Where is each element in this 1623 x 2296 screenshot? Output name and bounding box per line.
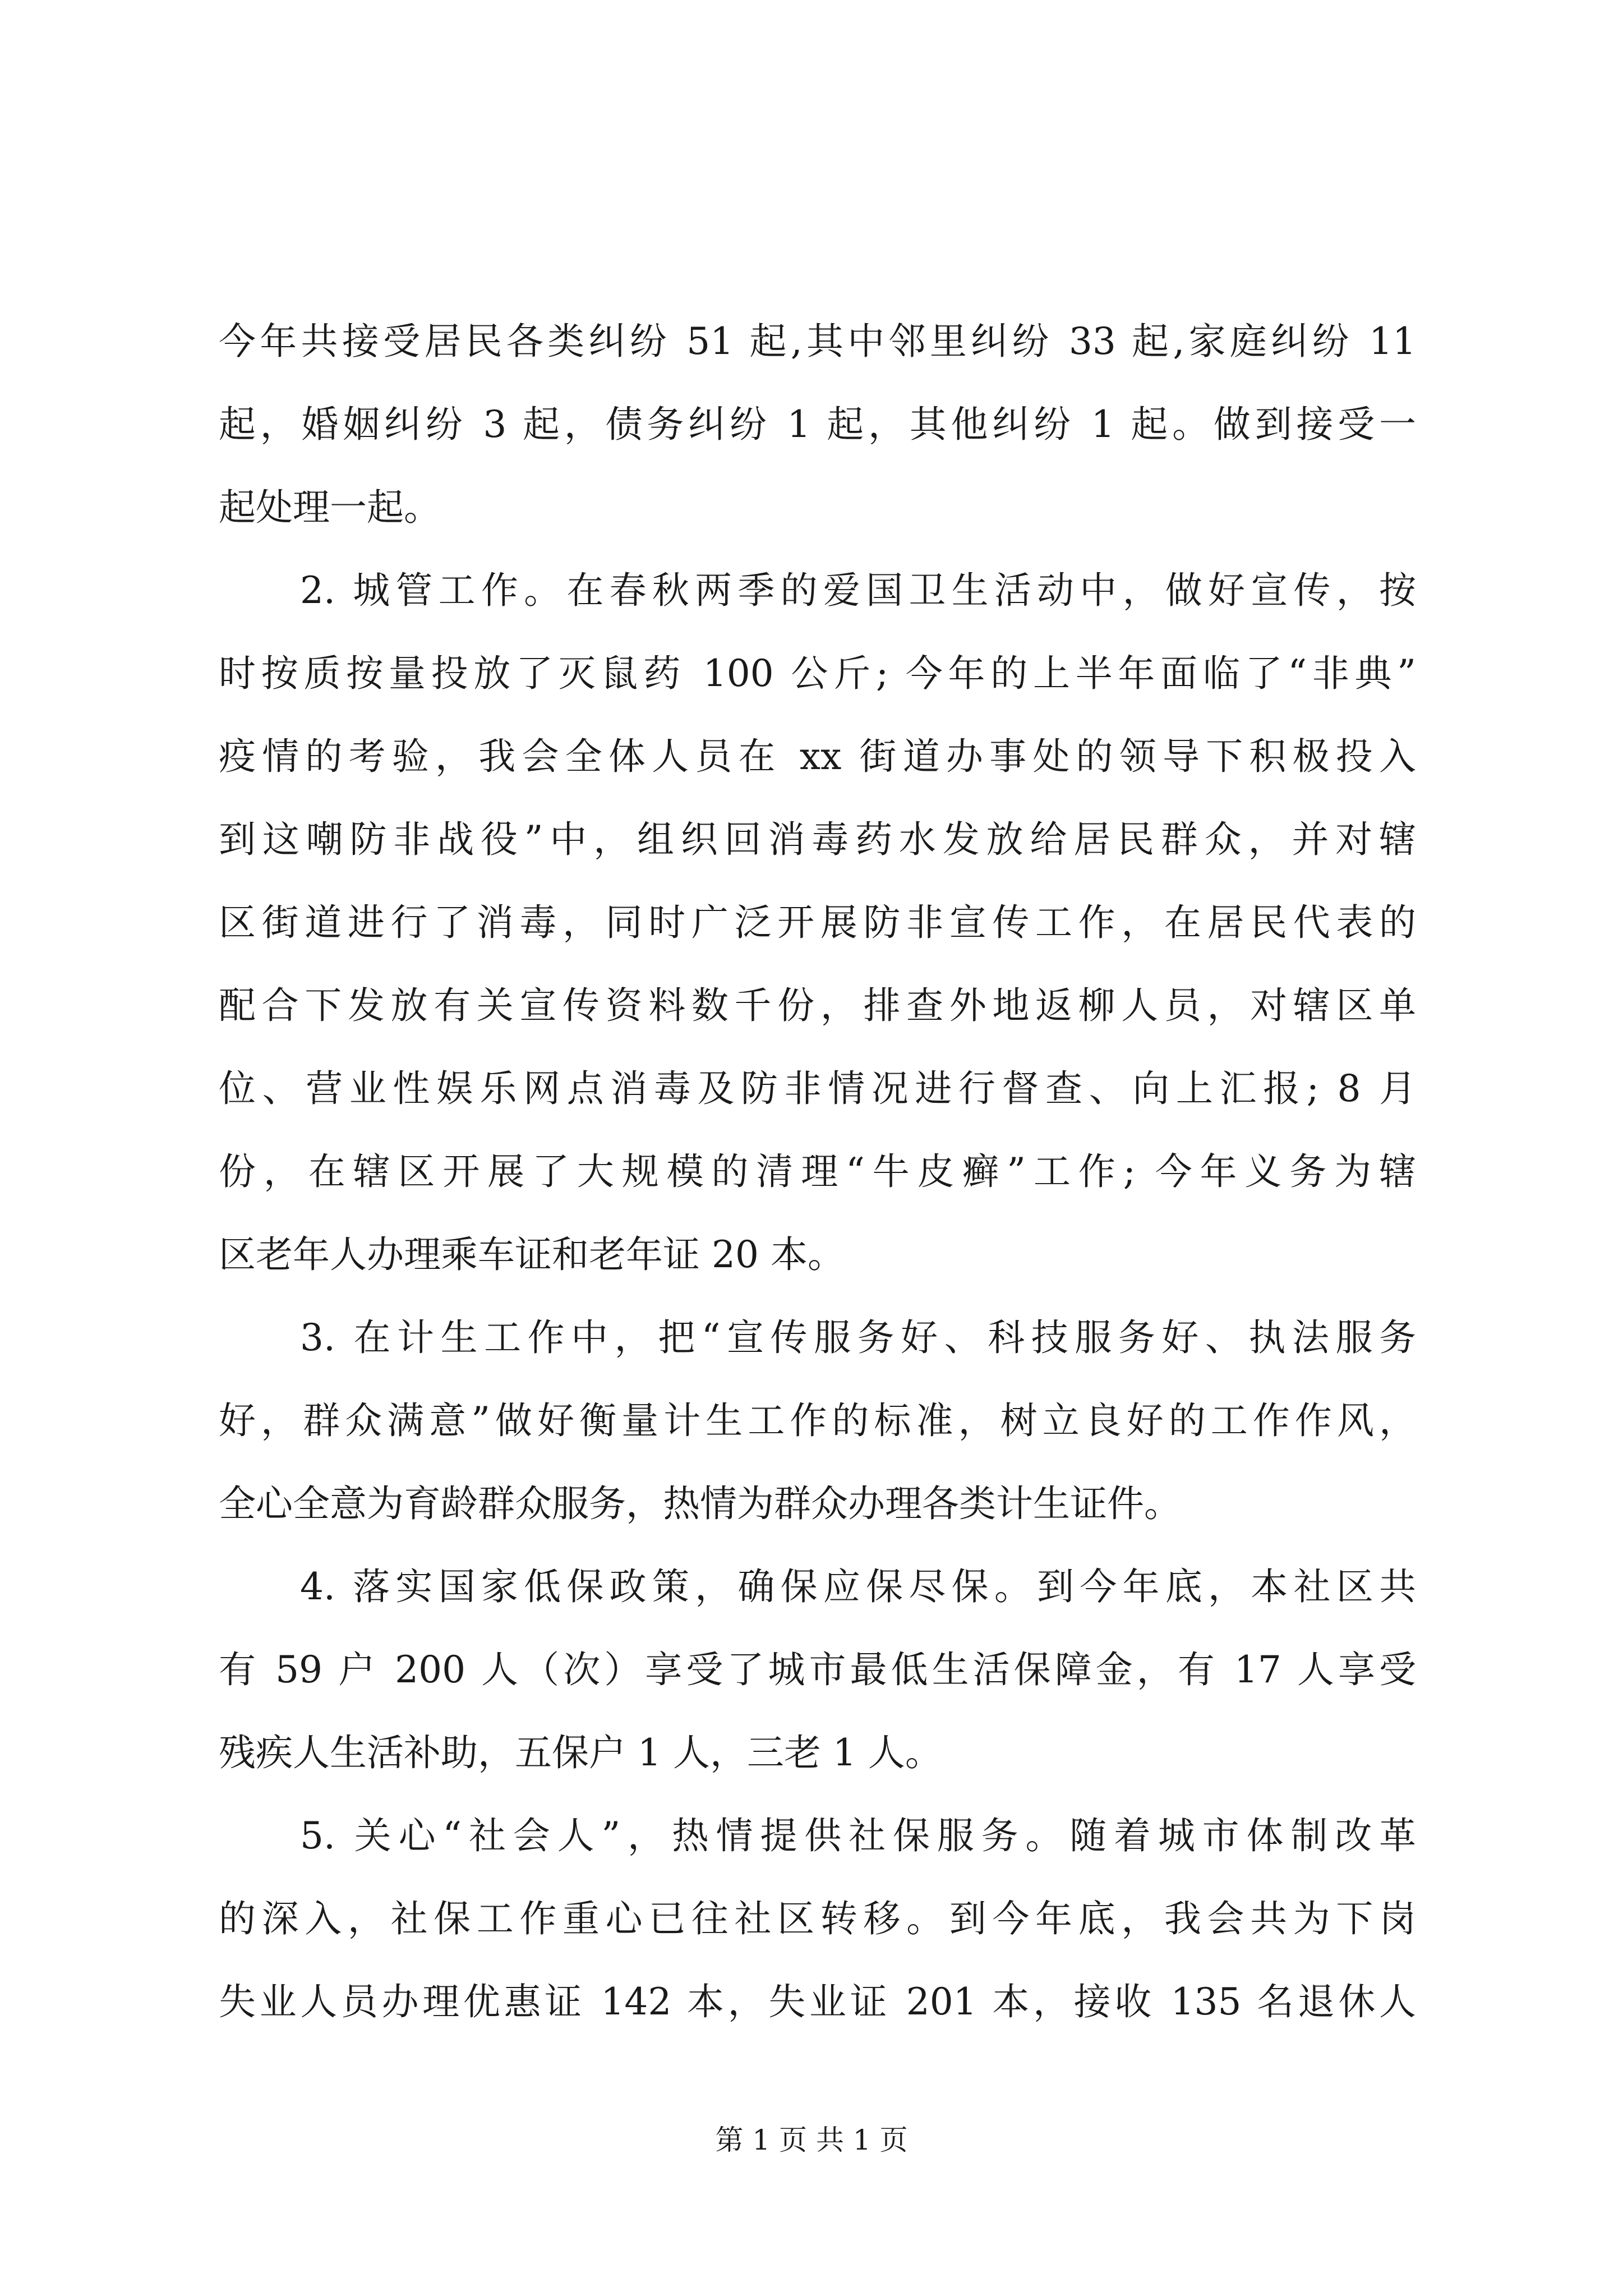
text-line: 位、营业性娱乐网点消毒及防非情况进行督查、向上汇报; 8 月	[219, 1067, 1416, 1110]
text-line: 2. 城管工作。在春秋两季的爱国卫生活动中，做好宣传，按	[300, 569, 1416, 612]
text-line: 疫情的考验，我会全体人员在 xx 街道办事处的领导下积极投入	[219, 735, 1416, 778]
text-line: 配合下发放有关宣传资料数千份，排查外地返柳人员，对辖区单	[219, 984, 1416, 1027]
text-line: 到这嘲防非战役”中，组织回消毒药水发放给居民群众，并对辖	[219, 818, 1416, 861]
text-line: 份，在辖区开展了大规模的清理“牛皮癣”工作; 今年义务为辖	[219, 1150, 1416, 1193]
text-line: 4. 落实国家低保政策，确保应保尽保。到今年底，本社区共	[300, 1565, 1416, 1608]
text-line: 有 59 户 200 人（次）享受了城市最低生活保障金，有 17 人享受	[219, 1648, 1416, 1691]
text-line: 全心全意为育龄群众服务，热情为群众办理各类计生证件。	[219, 1482, 1181, 1525]
text-line: 时按质按量投放了灭鼠药 100 公斤; 今年的上半年面临了“非典”	[219, 652, 1416, 695]
text-line: 区街道进行了消毒，同时广泛开展防非宣传工作，在居民代表的	[219, 901, 1416, 944]
text-line: 区老年人办理乘车证和老年证 20 本。	[219, 1233, 845, 1276]
text-line: 好，群众满意”做好衡量计生工作的标准，树立良好的工作作风，	[219, 1399, 1416, 1442]
text-line: 5. 关心“社会人”，热情提供社保服务。随着城市体制改革	[300, 1814, 1416, 1857]
text-line: 3. 在计生工作中，把“宣传服务好、科技服务好、执法服务	[300, 1316, 1416, 1359]
text-line: 起处理一起。	[219, 486, 441, 529]
text-line: 失业人员办理优惠证 142 本，失业证 201 本，接收 135 名退休人	[219, 1980, 1416, 2023]
page-footer: 第 1 页 共 1 页	[715, 2124, 908, 2156]
text-line: 的深入，社保工作重心已往社区转移。到今年底，我会共为下岗	[219, 1897, 1416, 1940]
document-body	[219, 300, 1416, 2044]
text-line: 起，婚姻纠纷 3 起，债务纠纷 1 起，其他纠纷 1 起。做到接受一	[219, 403, 1416, 446]
text-line: 残疾人生活补助，五保户 1 人，三老 1 人。	[219, 1731, 942, 1774]
text-line: 今年共接受居民各类纠纷 51 起,其中邻里纠纷 33 起,家庭纠纷 11	[219, 320, 1416, 363]
